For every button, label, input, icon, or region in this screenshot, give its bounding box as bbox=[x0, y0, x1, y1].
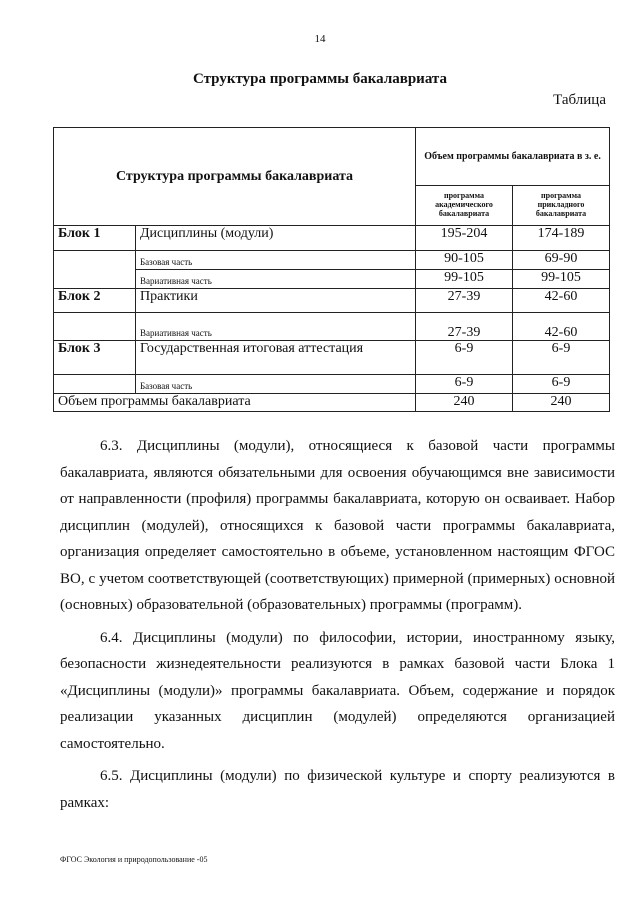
total-academic: 240 bbox=[416, 394, 513, 412]
block-label bbox=[54, 313, 136, 341]
academic-value: 6-9 bbox=[416, 375, 513, 394]
table-row bbox=[54, 226, 610, 251]
applied-value: 42-60 bbox=[513, 313, 610, 341]
academic-value: 195-204 bbox=[416, 226, 513, 251]
table-row bbox=[54, 289, 610, 313]
academic-value: 27-39 bbox=[416, 289, 513, 313]
applied-value: 99-105 bbox=[513, 270, 610, 289]
paragraph-6-3: 6.3. Дисциплины (модули), относящиеся к базовой части программы бакалавриата, являются обязательными для освоения обучающимся вне зависимости от направленности (профиля) программы бакалавриата, которую он осваивает. Набор дисциплин (модулей), относящихся к базовой части программы бакалавриата, организация определяет самостоятельно в объеме, установленном настоящим ФГОС ВО, с учетом соответствующей (соответствующих) примерной (примерных) основной (основных) образовательной (образовательных) программы (программ). bbox=[60, 438, 615, 613]
row-name: Вариативная часть bbox=[136, 313, 416, 341]
header-volume: Объем программы бакалавриата в з. е. bbox=[416, 128, 610, 186]
row-name: Государственная итоговая аттестация bbox=[136, 341, 416, 375]
block-label bbox=[54, 375, 136, 394]
academic-value: 99-105 bbox=[416, 270, 513, 289]
table-row bbox=[54, 375, 610, 394]
table-row bbox=[54, 313, 610, 341]
table-row bbox=[54, 251, 610, 270]
applied-value: 6-9 bbox=[513, 341, 610, 375]
table-row bbox=[54, 341, 610, 375]
body-text bbox=[60, 433, 615, 822]
row-name: Дисциплины (модули) bbox=[136, 226, 416, 251]
row-name: Базовая часть bbox=[136, 375, 416, 394]
block-label bbox=[54, 251, 136, 289]
header-academic: программа академического бакалавриата bbox=[416, 186, 513, 226]
total-applied: 240 bbox=[513, 394, 610, 412]
row-name: Практики bbox=[136, 289, 416, 313]
paragraph-6-5: 6.5. Дисциплины (модули) по физической культуре и спорту реализуются в рамках: bbox=[60, 768, 615, 811]
block-label: Блок 1 bbox=[54, 226, 136, 251]
header-applied: программа прикладного бакалавриата bbox=[513, 186, 610, 226]
row-name: Базовая часть bbox=[136, 251, 416, 270]
applied-value: 174-189 bbox=[513, 226, 610, 251]
table-row bbox=[54, 270, 610, 289]
block-label: Блок 2 bbox=[54, 289, 136, 313]
page-number: 14 bbox=[314, 33, 326, 45]
row-name: Вариативная часть bbox=[136, 270, 416, 289]
paragraph-6-4: 6.4. Дисциплины (модули) по философии, истории, иностранному языку, безопасности жизнедеятельности реализуются в рамках базовой части Блока 1 «Дисциплины (модули)» программы бакалавриата. Объем, содержание и порядок реализации указанных дисциплин (модулей) определяются организацией самостоятельно. bbox=[60, 629, 615, 752]
program-structure-table bbox=[53, 127, 610, 412]
document-title: Структура программы бакалавриата bbox=[193, 71, 447, 87]
header-structure: Структура программы бакалавриата bbox=[54, 128, 416, 226]
page-footer: ФГОС Экология и природопользование -05 bbox=[60, 855, 208, 864]
total-label: Объем программы бакалавриата bbox=[54, 394, 416, 412]
academic-value: 90-105 bbox=[416, 251, 513, 270]
applied-value: 6-9 bbox=[513, 375, 610, 394]
table-label: Таблица bbox=[553, 92, 606, 108]
applied-value: 69-90 bbox=[513, 251, 610, 270]
table-row bbox=[54, 394, 610, 412]
applied-value: 42-60 bbox=[513, 289, 610, 313]
academic-value: 27-39 bbox=[416, 313, 513, 341]
academic-value: 6-9 bbox=[416, 341, 513, 375]
block-label: Блок 3 bbox=[54, 341, 136, 375]
